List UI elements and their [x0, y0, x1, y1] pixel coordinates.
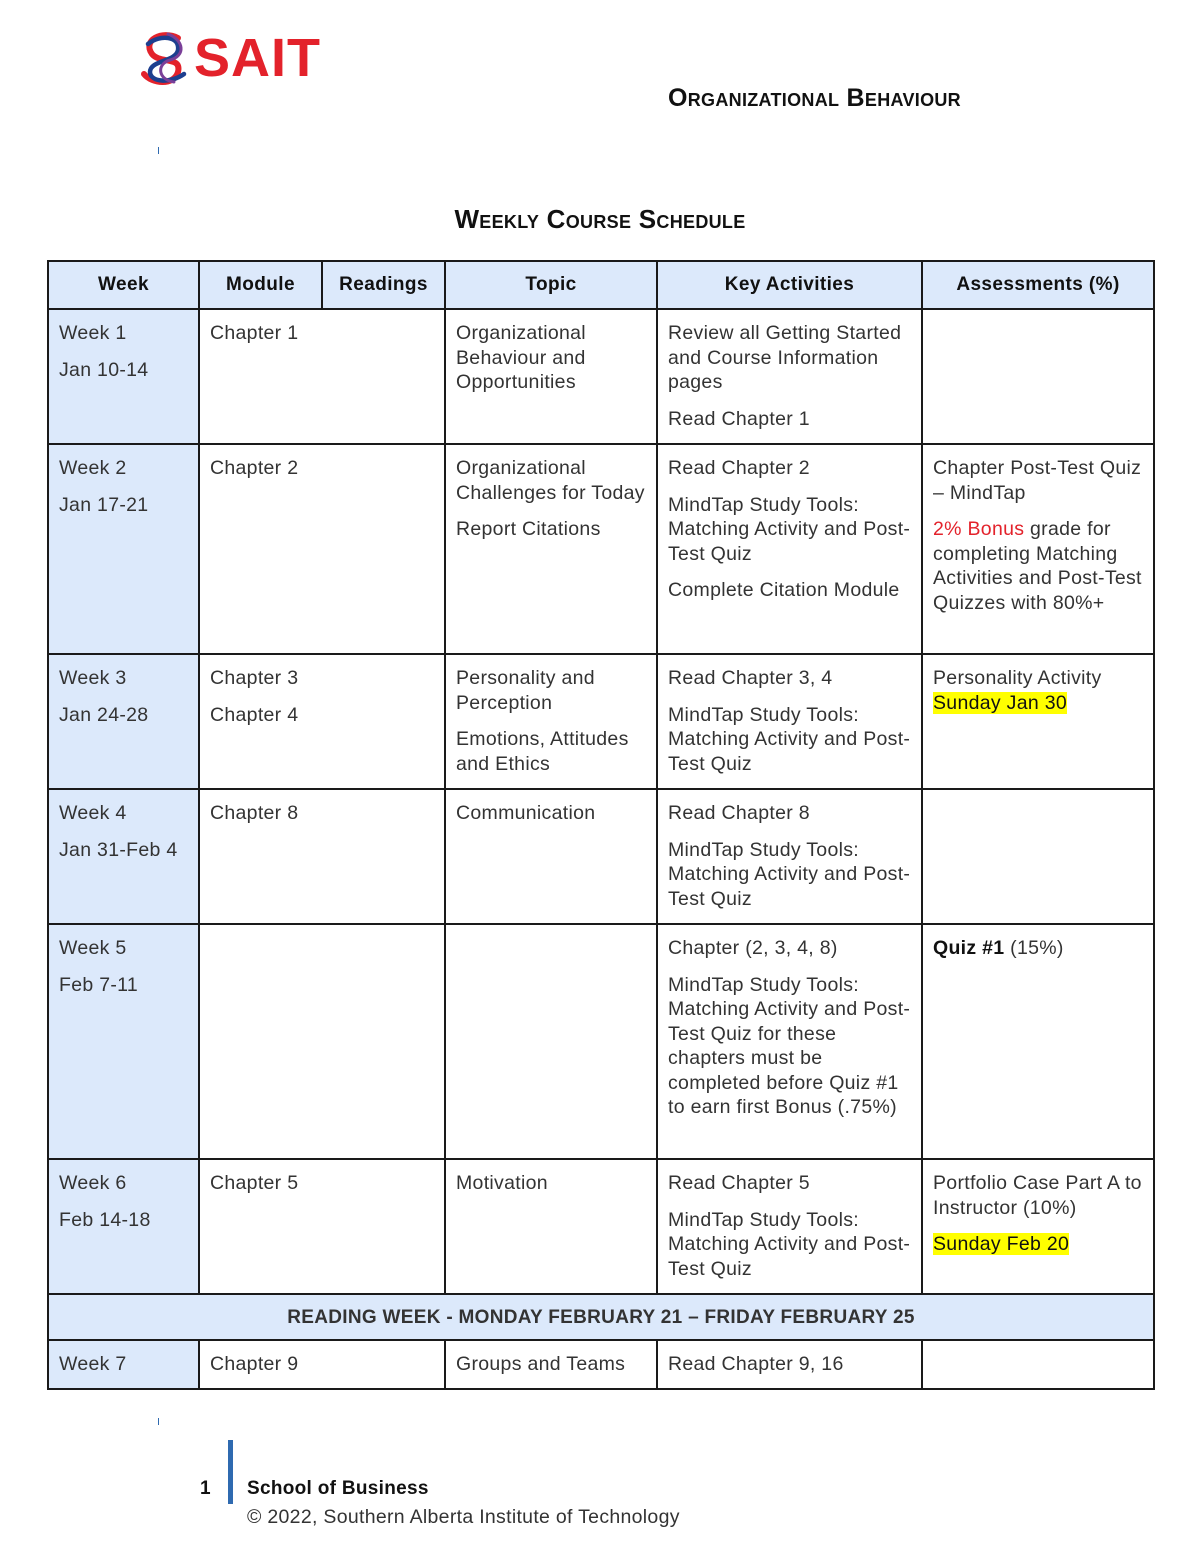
week-label: Week 4	[59, 802, 127, 824]
week-cell	[48, 654, 199, 789]
assessment-cell	[922, 309, 1154, 444]
week-dates: Jan 24-28	[59, 703, 149, 726]
footer-school-name: School of Business	[247, 1478, 429, 1499]
module-chapter: Chapter 4	[210, 703, 299, 726]
assessment-cell	[922, 654, 1154, 789]
module-chapter: Chapter 1	[210, 322, 299, 344]
bonus-note	[933, 517, 1143, 615]
reading-week-row	[48, 1294, 1154, 1340]
activities-cell	[657, 1159, 922, 1294]
week-dates: Jan 17-21	[59, 493, 149, 516]
week-dates: Jan 31-Feb 4	[59, 838, 178, 861]
column-header-key-activities: Key Activities	[657, 261, 922, 309]
module-cell	[199, 1340, 445, 1389]
activity-text: Complete Citation Module	[668, 579, 900, 601]
topic-cell	[445, 1340, 657, 1389]
activity-text: Read Chapter 9, 16	[668, 1352, 844, 1375]
column-header-topic: Topic	[445, 261, 657, 309]
column-header-module: Module	[199, 261, 322, 309]
schedule-title: Weekly Course Schedule	[454, 204, 746, 234]
week-dates: Feb 7-11	[59, 973, 139, 996]
topic-text: Emotions, Attitudes and Ethics	[456, 728, 629, 775]
column-header-readings: Readings	[322, 261, 445, 309]
activities-cell	[657, 654, 922, 789]
topic-text: Groups and Teams	[456, 1352, 626, 1375]
topic-text: Personality and Perception	[456, 667, 595, 714]
table-row	[48, 1159, 1154, 1294]
table-row	[48, 924, 1154, 1159]
table-row	[48, 1340, 1154, 1389]
activities-cell	[657, 444, 922, 654]
week-label: Week 3	[59, 667, 127, 689]
topic-text: Organizational Behaviour and Opportunities	[456, 322, 586, 393]
topic-cell	[445, 789, 657, 924]
module-cell	[199, 789, 445, 924]
week-cell	[48, 1340, 199, 1389]
topic-cell	[445, 309, 657, 444]
module-chapter: Chapter 2	[210, 457, 299, 479]
quiz-assessment	[933, 936, 1143, 961]
activity-text: Chapter (2, 3, 4, 8)	[668, 937, 838, 959]
assessment-cell	[922, 1340, 1154, 1389]
assessment-cell	[922, 789, 1154, 924]
assessment-cell	[922, 924, 1154, 1159]
week-dates: Jan 10-14	[59, 358, 149, 381]
activity-text: MindTap Study Tools: Matching Activity and Post-Test Quiz	[668, 703, 911, 775]
sait-logo	[138, 30, 321, 86]
week-label: Week 2	[59, 457, 127, 479]
column-header-assessments: Assessments (%)	[922, 261, 1154, 309]
week-label: Week 1	[59, 322, 127, 344]
sait-logo-mark-icon	[138, 30, 192, 86]
bonus-label: 2% Bonus	[933, 518, 1025, 540]
table-header-row	[48, 261, 1154, 309]
week-label: Week 7	[59, 1352, 127, 1375]
activity-text: Review all Getting Started and Course Information pages	[668, 322, 902, 393]
module-cell	[199, 924, 445, 1159]
module-cell	[199, 654, 445, 789]
topic-text: Report Citations	[456, 518, 601, 540]
week-dates: Feb 14-18	[59, 1208, 151, 1231]
weekly-schedule-table	[47, 260, 1155, 1390]
due-date-block	[933, 1232, 1143, 1257]
assessment-block	[933, 666, 1143, 715]
activity-text: MindTap Study Tools: Matching Activity and Post-Test Quiz for these chapters must be completed before Quiz #1 to earn first Bonus (.75%)	[668, 973, 911, 1118]
due-date-highlight: Sunday Feb 20	[933, 1233, 1070, 1255]
bonus-description: grade for completing Matching Activities and Post-Test Quizzes with 80%+	[933, 518, 1142, 614]
due-date-highlight: Sunday Jan 30	[933, 691, 1068, 714]
footer-divider	[228, 1440, 233, 1504]
activities-cell	[657, 309, 922, 444]
module-chapter: Chapter 8	[210, 802, 299, 824]
module-chapter: Chapter 9	[210, 1352, 299, 1375]
activity-text: MindTap Study Tools: Matching Activity and Post-Test Quiz	[668, 1208, 911, 1280]
module-cell	[199, 309, 445, 444]
activity-text: MindTap Study Tools: Matching Activity and Post-Test Quiz	[668, 838, 911, 910]
topic-cell	[445, 924, 657, 1159]
activity-text: Read Chapter 5	[668, 1172, 810, 1194]
activity-text: Read Chapter 2	[668, 457, 810, 479]
footer-tick-mark	[158, 1418, 159, 1425]
header-tick-mark	[158, 147, 159, 154]
footer-copyright: © 2022, Southern Alberta Institute of Technology	[247, 1506, 680, 1528]
assessment-text: Personality Activity	[933, 667, 1102, 689]
table-row	[48, 654, 1154, 789]
table-row	[48, 444, 1154, 654]
column-header-week: Week	[48, 261, 199, 309]
activity-text: Read Chapter 8	[668, 802, 810, 824]
assessment-text: Portfolio Case Part A to Instructor (10%)	[933, 1172, 1142, 1219]
quiz-label: Quiz #1	[933, 937, 1005, 959]
module-cell	[199, 444, 445, 654]
sait-logo-wordmark: SAIT	[194, 28, 322, 88]
topic-cell	[445, 654, 657, 789]
topic-text: Communication	[456, 802, 596, 824]
module-cell	[199, 1159, 445, 1294]
activity-text: MindTap Study Tools: Matching Activity and Post-Test Quiz	[668, 493, 911, 565]
page-number: 1	[200, 1478, 211, 1499]
module-chapter: Chapter 5	[210, 1172, 299, 1194]
assessment-cell	[922, 1159, 1154, 1294]
table-row	[48, 309, 1154, 444]
activity-text: Read Chapter 1	[668, 407, 810, 430]
topic-cell	[445, 1159, 657, 1294]
topic-text: Organizational Challenges for Today	[456, 457, 645, 504]
week-cell	[48, 1159, 199, 1294]
activities-cell	[657, 789, 922, 924]
week-cell	[48, 309, 199, 444]
assessment-text: Chapter Post-Test Quiz – MindTap	[933, 457, 1142, 504]
activity-text: Read Chapter 3, 4	[668, 667, 833, 689]
week-cell	[48, 444, 199, 654]
quiz-weight: (15%)	[1004, 937, 1064, 959]
table-row	[48, 789, 1154, 924]
module-chapter: Chapter 3	[210, 667, 299, 689]
week-cell	[48, 924, 199, 1159]
reading-week-banner: READING WEEK - MONDAY FEBRUARY 21 – FRIDAY FEBRUARY 25	[48, 1294, 1154, 1340]
topic-cell	[445, 444, 657, 654]
activities-cell	[657, 1340, 922, 1389]
topic-text: Motivation	[456, 1172, 548, 1194]
assessment-cell	[922, 444, 1154, 654]
course-title: Organizational Behaviour	[668, 84, 961, 112]
activities-cell	[657, 924, 922, 1159]
week-cell	[48, 789, 199, 924]
week-label: Week 6	[59, 1172, 127, 1194]
week-label: Week 5	[59, 937, 127, 959]
